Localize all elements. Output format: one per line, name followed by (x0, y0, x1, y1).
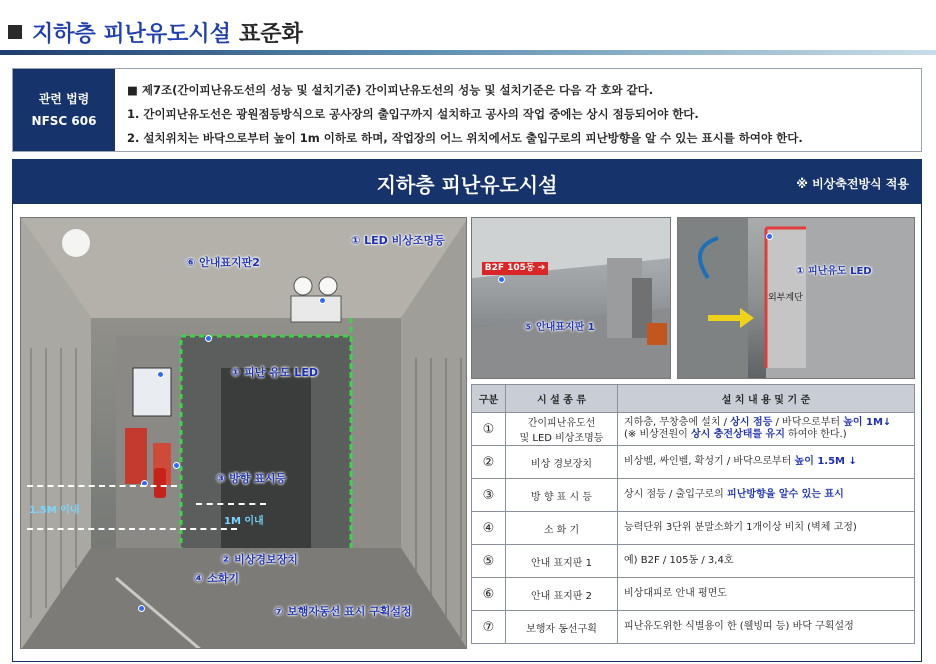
b2f-sign (482, 262, 548, 275)
row-no: ⑥ (472, 578, 506, 611)
parking-illustration (472, 218, 671, 379)
b2f-sign-text: B2F 105동 ➔ (484, 263, 546, 273)
row-desc: 비상대피로 안내 평면도 (618, 578, 915, 611)
row-no: ③ (472, 479, 506, 512)
callout-signboard-2: ⑥ 안내표지판2 (186, 256, 260, 269)
row-no: ② (472, 446, 506, 479)
desc-highlight: 피난방향을 알수 있는 표시 (727, 489, 844, 500)
callout-extinguisher: ④ 소화기 (194, 572, 240, 585)
row-desc (618, 479, 915, 512)
section-note: ※ 비상축전방식 적용 (796, 177, 909, 191)
signboard-1-marker (498, 276, 505, 283)
table-header-row (472, 385, 915, 413)
callout-direction-light: ③ 방향 표시등 (216, 472, 287, 485)
callout-evacuation-led-2: ① 피난유도 LED (796, 266, 872, 277)
header-no: 구분 (472, 385, 506, 413)
main-corridor-photo (20, 217, 467, 649)
facility-section (12, 159, 922, 662)
callout-signboard-1: ⑤ 안내표지판 1 (524, 322, 595, 333)
row-kind-line: 간이피난유도선 (527, 418, 596, 429)
row-desc: 피난유도위한 식별용이 한 (웰빙띠 등) 바닥 구획설정 (618, 611, 915, 644)
led-guide-marker (205, 335, 212, 342)
row-kind-line: 및 LED 비상조명등 (519, 433, 604, 444)
measure-line-top-right (196, 503, 266, 505)
law-line: 2. 설치위치는 바닥으로부터 높이 1m 이하로 하며, 작업장의 어느 위치에서도 출입구로의 피난방향을 알 수 있는 표시를 하여야 한다. (127, 131, 803, 145)
measure-label-1-5m: 1.5M 이내 (29, 505, 80, 516)
page-title: 지하층 피난유도시설 (32, 21, 231, 47)
row-kind: 안내 표지판 1 (506, 545, 618, 578)
law-text (115, 69, 921, 151)
section-header (13, 160, 921, 204)
table-row (472, 545, 915, 578)
law-label (13, 69, 115, 151)
related-law-box (12, 68, 922, 152)
row-no: ⑤ (472, 545, 506, 578)
callout-pedestrian-zone: ⑦ 보행자동선 표시 구획설정 (274, 605, 412, 618)
callout-evacuation-led: ① 피난 유도 LED (231, 366, 318, 379)
desc-highlight: 상시 충전상태를 유지 (690, 429, 785, 440)
law-label-title: 관련 법령 (38, 92, 90, 106)
table-row (472, 578, 915, 611)
measure-line-bottom (27, 528, 237, 530)
header-desc: 설 치 내 용 및 기 준 (618, 385, 915, 413)
measure-line-top-left (27, 485, 177, 487)
measure-label-1m: 1M 이내 (224, 516, 264, 527)
row-kind: 보행자 동선구획 (506, 611, 618, 644)
table-row (472, 413, 915, 446)
table-row (472, 446, 915, 479)
page-subtitle: 표준화 (238, 21, 303, 47)
row-no: ① (472, 413, 506, 446)
signboard-1-photo (471, 217, 671, 379)
row-desc: 예) B2F / 105동 / 3,4호 (618, 545, 915, 578)
page-title-bar (8, 14, 303, 50)
led-light-marker (319, 297, 326, 304)
section-title: 지하층 피난유도시설 (376, 173, 558, 197)
desc-highlight: 상시 점등 (730, 417, 773, 428)
pedestrian-line-marker (138, 605, 145, 612)
row-kind: 방 향 표 시 등 (506, 479, 618, 512)
row-kind (506, 413, 618, 446)
external-stair-label: 외부계단 (768, 293, 803, 303)
desc-text: (※ 비상전원이 (624, 429, 691, 440)
desc-text: 상시 점등 / 출입구로의 (624, 489, 728, 500)
row-kind: 소 화 기 (506, 512, 618, 545)
direction-light-marker (173, 462, 180, 469)
desc-highlight: 높이 1.5M ↓ (794, 456, 857, 467)
desc-text: 비상벨, 싸인벨, 확성기 / 바닥으로부터 (624, 456, 795, 467)
law-line: ■ 제7조(간이피난유도선의 성능 및 설치기준) 간이피난유도선의 성능 및 설치기준은 다음 각 호와 같다. (127, 83, 654, 97)
law-line: 1. 간이피난유도선은 광원점등방식으로 공사장의 출입구까지 설치하고 공사의 작업 중에는 상시 점등되어야 한다. (127, 107, 699, 121)
desc-text: 하여야 한다.) (784, 429, 847, 440)
callout-led-emergency-light: ① LED 비상조명등 (351, 234, 445, 247)
row-desc: 능력단위 3단위 분말소화기 1개이상 비치 (벽체 고정) (618, 512, 915, 545)
header-kind: 시 설 종 류 (506, 385, 618, 413)
row-kind: 비상 경보장치 (506, 446, 618, 479)
table-row (472, 611, 915, 644)
row-no: ④ (472, 512, 506, 545)
callout-alarm-device: ② 비상경보장치 (221, 553, 298, 566)
desc-text: 지하층, 무창층에 설치 / (624, 417, 731, 428)
row-desc (618, 446, 915, 479)
desc-text: / 바닥으로부터 (772, 417, 844, 428)
spec-table (471, 384, 915, 644)
corridor-illustration (21, 218, 467, 649)
row-no: ⑦ (472, 611, 506, 644)
signboard-marker (157, 371, 164, 378)
title-bullet-icon (8, 25, 22, 39)
row-desc (618, 413, 915, 446)
row-kind: 안내 표지판 2 (506, 578, 618, 611)
row-desc-line (624, 429, 914, 441)
table-row (472, 479, 915, 512)
row-desc-line (624, 417, 914, 429)
title-divider (0, 50, 936, 55)
led-guide-photo (677, 217, 915, 379)
table-row (472, 512, 915, 545)
law-label-code: NFSC 606 (31, 114, 97, 128)
led-guide-marker-2 (766, 233, 773, 240)
desc-highlight: 높이 1M↓ (843, 417, 892, 428)
